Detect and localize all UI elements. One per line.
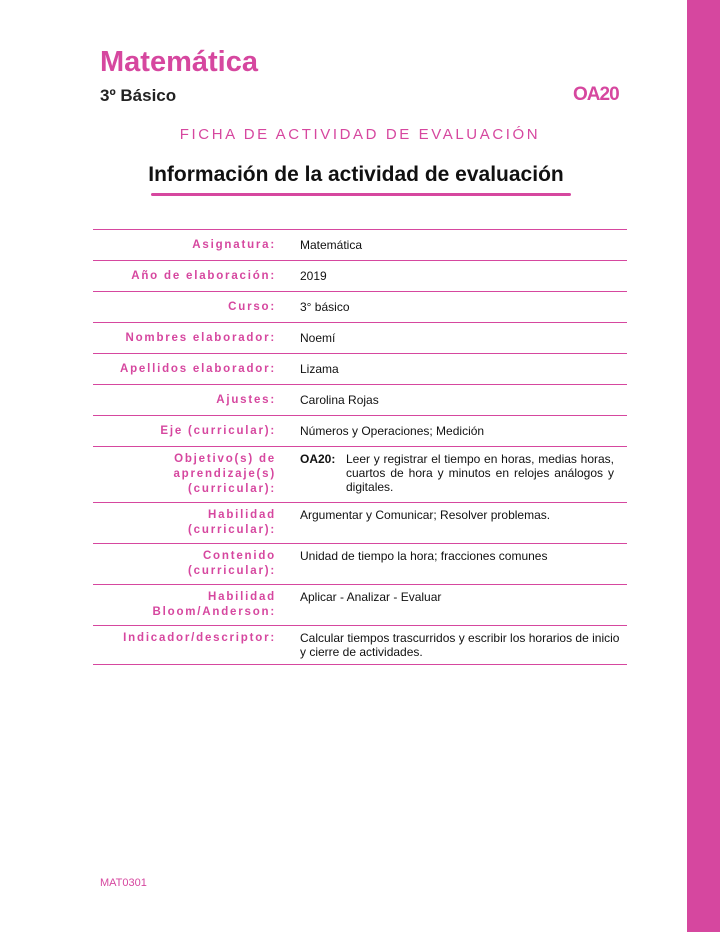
- objective-code: OA20: [573, 84, 619, 105]
- table-row: [93, 292, 627, 323]
- row-label: [93, 447, 300, 503]
- heading-underline: [151, 193, 571, 196]
- row-value: Aplicar - Analizar - Evaluar: [300, 590, 442, 604]
- row-label: [93, 503, 300, 544]
- table-row: [93, 503, 627, 544]
- row-label: [93, 544, 300, 585]
- row-value: 2019: [300, 269, 327, 283]
- row-label: Nombres elaborador:: [125, 332, 276, 344]
- row-label-line: (curricular):: [188, 483, 276, 495]
- row-label: Ajustes:: [216, 394, 276, 406]
- table-row: [93, 416, 627, 447]
- objective-text: Leer y registrar el tiempo en horas, medias horas, cuartos de hora y minutos en relojes análogos y digitales.: [346, 452, 614, 494]
- table-row: [93, 261, 627, 292]
- row-value: Unidad de tiempo la hora; fracciones comunes: [300, 549, 548, 563]
- table-row: [93, 544, 627, 585]
- row-value: Calcular tiempos trascurridos y escribir los horarios de inicio y cierre de actividades.: [300, 631, 620, 659]
- row-value: Noemí: [300, 331, 336, 345]
- table-row: [93, 230, 627, 261]
- footer-code: MAT0301: [100, 877, 147, 889]
- row-label: Indicador/descriptor:: [123, 632, 276, 644]
- row-label-line: Bloom/Anderson:: [152, 606, 276, 618]
- row-label-line: Habilidad: [208, 591, 276, 603]
- table-row: [93, 447, 627, 503]
- table-row: [93, 323, 627, 354]
- table-row: [93, 385, 627, 416]
- row-value: Argumentar y Comunicar; Resolver problemas.: [300, 508, 551, 522]
- row-label-line: Objetivo(s) de: [174, 453, 276, 465]
- row-label-line: Contenido: [202, 550, 276, 562]
- row-label-line: aprendizaje(s): [173, 468, 276, 480]
- document-kicker: FICHA DE ACTIVIDAD DE EVALUACIÓN: [179, 126, 541, 143]
- row-label: Asignatura:: [192, 239, 276, 251]
- table-row: [93, 626, 627, 665]
- row-value: 3° básico: [300, 300, 350, 314]
- row-label-line: Habilidad: [208, 509, 276, 521]
- row-label: Año de elaboración:: [131, 270, 276, 282]
- row-value: Números y Operaciones; Medición: [300, 424, 485, 438]
- row-value: Carolina Rojas: [300, 393, 379, 407]
- grade-label: 3º Básico: [100, 86, 177, 105]
- info-table: [93, 229, 627, 665]
- row-label: Apellidos elaborador:: [119, 363, 276, 375]
- subject-title: Matemática: [100, 46, 258, 78]
- row-label: [93, 585, 300, 626]
- row-label: Curso:: [228, 301, 276, 313]
- table-row: [93, 585, 627, 626]
- row-label: Eje (curricular):: [160, 425, 276, 437]
- objective-code-inline: OA20:: [300, 452, 336, 466]
- row-label-line: (curricular):: [188, 524, 276, 536]
- table-row: [93, 354, 627, 385]
- row-value: Matemática: [300, 238, 363, 252]
- row-value: Lizama: [300, 362, 339, 376]
- row-value: [300, 447, 627, 503]
- row-label-line: (curricular):: [188, 565, 276, 577]
- section-heading: Información de la actividad de evaluación: [148, 163, 564, 186]
